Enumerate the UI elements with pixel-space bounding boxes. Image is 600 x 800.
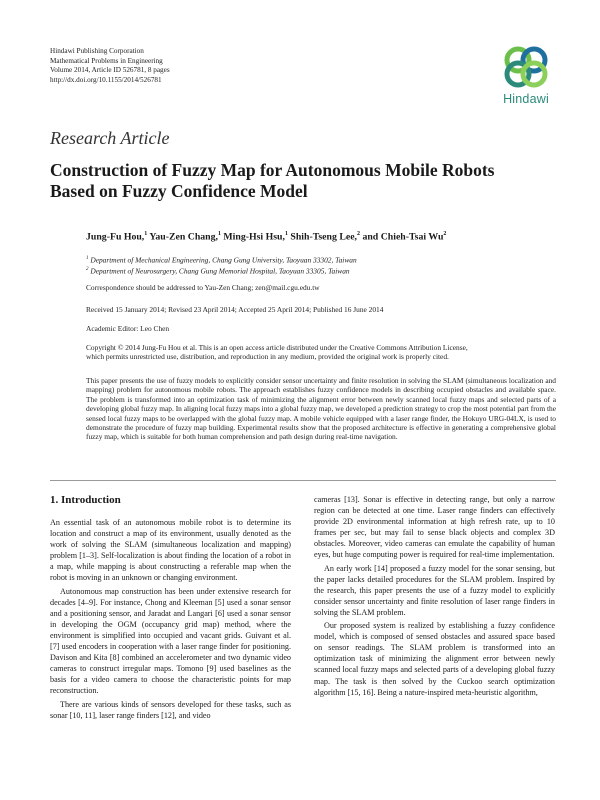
body-column-right [314, 494, 555, 698]
article-title [50, 160, 550, 202]
affiliation-number: 1 [86, 256, 89, 261]
publisher-name: Hindawi Publishing Corporation [50, 47, 144, 55]
affiliation-number: 2 [86, 266, 89, 272]
copyright-line-1: Copyright © 2014 Jung-Fu Hou et al. This is an open access article distributed under the Creative Commons Attribution License, [86, 343, 468, 352]
affiliations [86, 254, 556, 276]
journal-name: Mathematical Problems in Engineering [50, 56, 163, 65]
author-affiliation-mark: 2 [357, 231, 360, 237]
author-list [86, 231, 556, 242]
paragraph: An early work [14] proposed a fuzzy model for the sonar sensing, but the paper lacks detailed procedures for the SLAM problem. Inspired by the research, this paper presents the use of a fuzzy model to explicitly consider sensor uncertainty and finite resolution of laser range finders in solving the SLAM problem. [314, 563, 555, 617]
copyright-line-2: which permits unrestricted use, distribution, and reproduction in any medium, provided the original work is properly cited. [86, 352, 449, 362]
affiliation-text: Department of Mechanical Engineering, Chang Gung University, Taoyuan 33302, Taiwan [90, 255, 357, 265]
paragraph: There are various kinds of sensors developed for these tasks, such as sonar [10, 11], laser range finders [12], and video [50, 699, 291, 720]
hindawi-logo [498, 44, 554, 110]
volume-info: Volume 2014, Article ID 526781, 8 pages [50, 66, 170, 75]
paragraph: An essential task of an autonomous mobile robot is to determine its location and construct a map of its environment, usually denoted as the work of solving the SLAM (simultaneous localization and mapping) problem [1–3]. Self-localization is about finding the location of a robot in a map, while mapping is about constructing a referable map when the robot is moving in an unknown or changing environment. [50, 518, 291, 583]
author-name: Jung-Fu Hou, [86, 231, 145, 243]
article-type: Research Article [50, 128, 170, 148]
abstract: This paper presents the use of fuzzy models to explicitly consider sensor uncertainty and finite resolution in solving the SLAM (simultaneous localization and mapping) problem for autonomous mobile robots. The approach establishes fuzzy confidence models in describing occupied obstacles and available space. The problem is transformed into an optimization task of minimizing the alignment error between newly scanned local fuzzy maps and selected parts of a developing global fuzzy map. In aligning local fuzzy maps into a global fuzzy map, we developed a prediction strategy to crop the most potential part from the sensed local fuzzy maps to be overlapped with the global fuzzy map. A mobile vehicle equipped with a laser range finder, the Hokuyo URG-04LX, is used to demonstrate the procedure of fuzzy map building. Experimental results show that the proposed architecture is effective in generating a comprehensive global fuzzy map, which is suitable for both human comprehension and path design during real-time navigation. [86, 376, 556, 442]
author-affiliation-mark: 2 [443, 231, 447, 237]
title-line-2: Based on Fuzzy Confidence Model [50, 181, 308, 201]
body-column-left [50, 517, 291, 721]
affiliation-2 [86, 265, 556, 276]
author-affiliation-mark: 1 [217, 231, 221, 237]
author-affiliation-mark: 1 [144, 231, 148, 237]
correspondence: Correspondence should be addressed to Yau-Zen Chang; zen@mail.cgu.edu.tw [86, 283, 320, 292]
paragraph: Autonomous map construction has been under extensive research for decades [4–9]. For instance, Chong and Kleeman [5] used a sonar sensor and a positioning sensor, and Jaradat and Langari [6] used a sonar sensor in developing the OGM (occupancy grid map) method, where the environment is simplified into occupied and vacant grids. Guivant et al. [7] used encoders in cooperation with a laser range finder for positioning. Davison and Kita [8] combined an accelerometer and two dynamic video cameras to construct irregular maps. Tomono [9] used baselines as the basis for a video camera to choose the characteristic points for map reconstruction. [50, 586, 291, 696]
hindawi-wordmark: Hindawi [503, 92, 549, 106]
copyright-notice [86, 343, 556, 362]
author-name: Yau-Zen Chang, [149, 231, 218, 243]
author-name: Ming-Hsi Hsu, [223, 231, 285, 243]
section-divider [50, 480, 556, 481]
section-heading: 1. Introduction [50, 494, 121, 506]
journal-header [50, 47, 170, 85]
paragraph: Our proposed system is realized by establishing a fuzzy confidence model, which is composed of sensed obstacles and assured space based on sensor readings. The SLAM problem is transformed into an optimization task of minimizing the alignment error between newly scanned local fuzzy maps and selected parts of a developing global fuzzy map. The task is then solved by the Cuckoo search optimization algorithm [15, 16]. Being a nature-inspired meta-heuristic algorithm, [314, 621, 555, 697]
affiliation-text: Department of Neurosurgery, Chang Gung Memorial Hospital, Taoyuan 33305, Taiwan [90, 266, 350, 276]
publication-dates: Received 15 January 2014; Revised 23 April 2014; Accepted 25 April 2014; Published 16 June 2014 [86, 305, 384, 314]
affiliation-1 [86, 254, 556, 265]
academic-editor: Academic Editor: Leo Chen [86, 324, 170, 333]
doi-link[interactable]: http://dx.doi.org/10.1155/2014/526781 [50, 75, 162, 84]
hindawi-rings-icon [498, 44, 554, 90]
author-name: Shih-Tseng Lee, [290, 231, 357, 243]
title-line-1: Construction of Fuzzy Map for Autonomous Mobile Robots [50, 160, 495, 180]
author-name: and Chieh-Tsai Wu [362, 231, 444, 243]
author-affiliation-mark: 1 [284, 231, 288, 237]
paragraph: cameras [13]. Sonar is effective in detecting range, but only a narrow region can be detected at one time. Laser range finders can effectively provide 2D environmental information at high refresh rate, up to 10 frames per sec, but may fail to sense black objects and complex 3D obstacles. Moreover, video cameras can emulate the capability of human eyes, but huge computing power is required for real-time implementation. [314, 495, 555, 560]
